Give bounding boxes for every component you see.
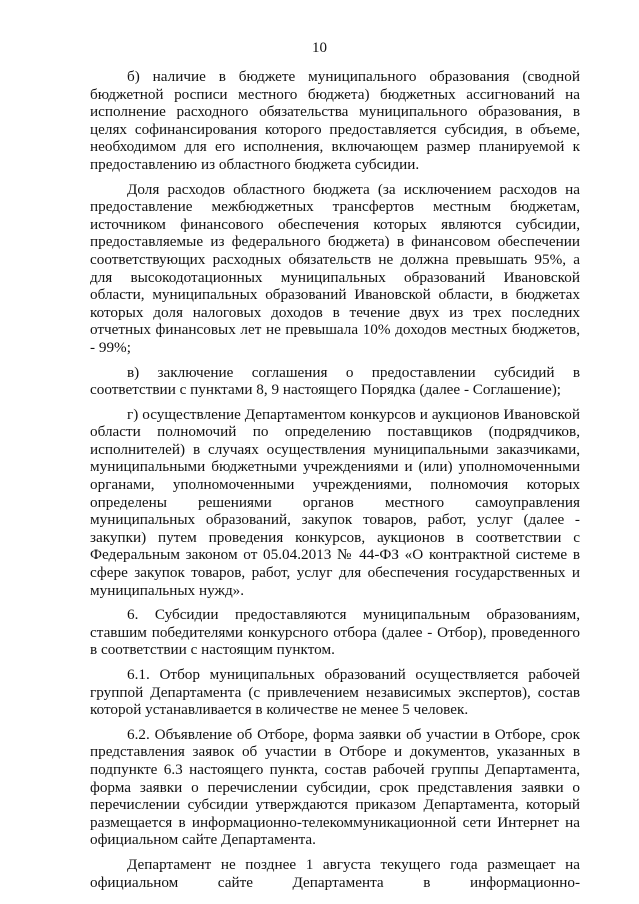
paragraph: Департамент не позднее 1 августа текущего года размещает на официальном сайте Департамента в информационно- <box>90 855 580 891</box>
page-number: 10 <box>312 40 327 56</box>
document-body <box>90 68 580 891</box>
paragraph: 6.2. Объявление об Отборе, форма заявки об участии в Отборе, срок представления заявок об участии в Отборе и документов, указанных в подпункте 6.3 настоящего пункта, состав рабочей группы Департамента, форма заявки о перечислении субсидии, срок представления заявки о перечислении субсидии утверждаются приказом Департамента, который размещается в информационно-телекоммуникационной сети Интернет на официальном сайте Департамента. <box>90 725 580 849</box>
paragraph: 6.1. Отбор муниципальных образований осуществляется рабочей группой Департамента (с привлечением независимых экспертов), состав которой устанавливается в количестве не менее 5 человек. <box>90 666 580 719</box>
paragraph: б) наличие в бюджете муниципального образования (сводной бюджетной росписи местного бюджета) бюджетных ассигнований на исполнение расходного обязательства муниципального образования, в целях софинансирования которого предоставляется субсидия, в объеме, необходимом для его исполнения, включающем размер планируемой к предоставлению из областного бюджета субсидии. <box>90 68 580 173</box>
paragraph: 6. Субсидии предоставляются муниципальным образованиям, ставшим победителями конкурсного отбора (далее - Отбор), проведенного в соответствии с настоящим пунктом. <box>90 606 580 659</box>
paragraph: г) осуществление Департаментом конкурсов и аукционов Ивановской области полномочий по определению поставщиков (подрядчиков, исполнителей) в случаях осуществления муниципальными заказчиками, муниципальными бюджетными учреждениями и (или) уполномоченными органами, уполномоченными учреждениями, полномочия которых определены решениями органов местного самоуправления муниципальных образований, закупок товаров, работ, услуг (далее - закупки) путем проведения конкурсов, аукционов в соответствии с Федеральным законом от 05.04.2013 № 44-ФЗ «О контрактной системе в сфере закупок товаров, работ, услуг для обеспечения государственных и муниципальных нужд». <box>90 405 580 599</box>
paragraph: Доля расходов областного бюджета (за исключением расходов на предоставление межбюджетных трансфертов местным бюджетам, источником финансового обеспечения которых являются субсидии, предоставляемые из федерального бюджета) в финансовом обеспечении соответствующих расходных обязательств не должна превышать 95%, а для высокодотационных муниципальных образований Ивановской области, муниципальных образований Ивановской области, в бюджетах которых доля налоговых доходов в течение двух из трех последних отчетных финансовых лет не превышала 10% доходов местных бюджетов, - 99%; <box>90 180 580 356</box>
paragraph: в) заключение соглашения о предоставлении субсидий в соответствии с пунктами 8, 9 настоящего Порядка (далее - Соглашение); <box>90 363 580 399</box>
